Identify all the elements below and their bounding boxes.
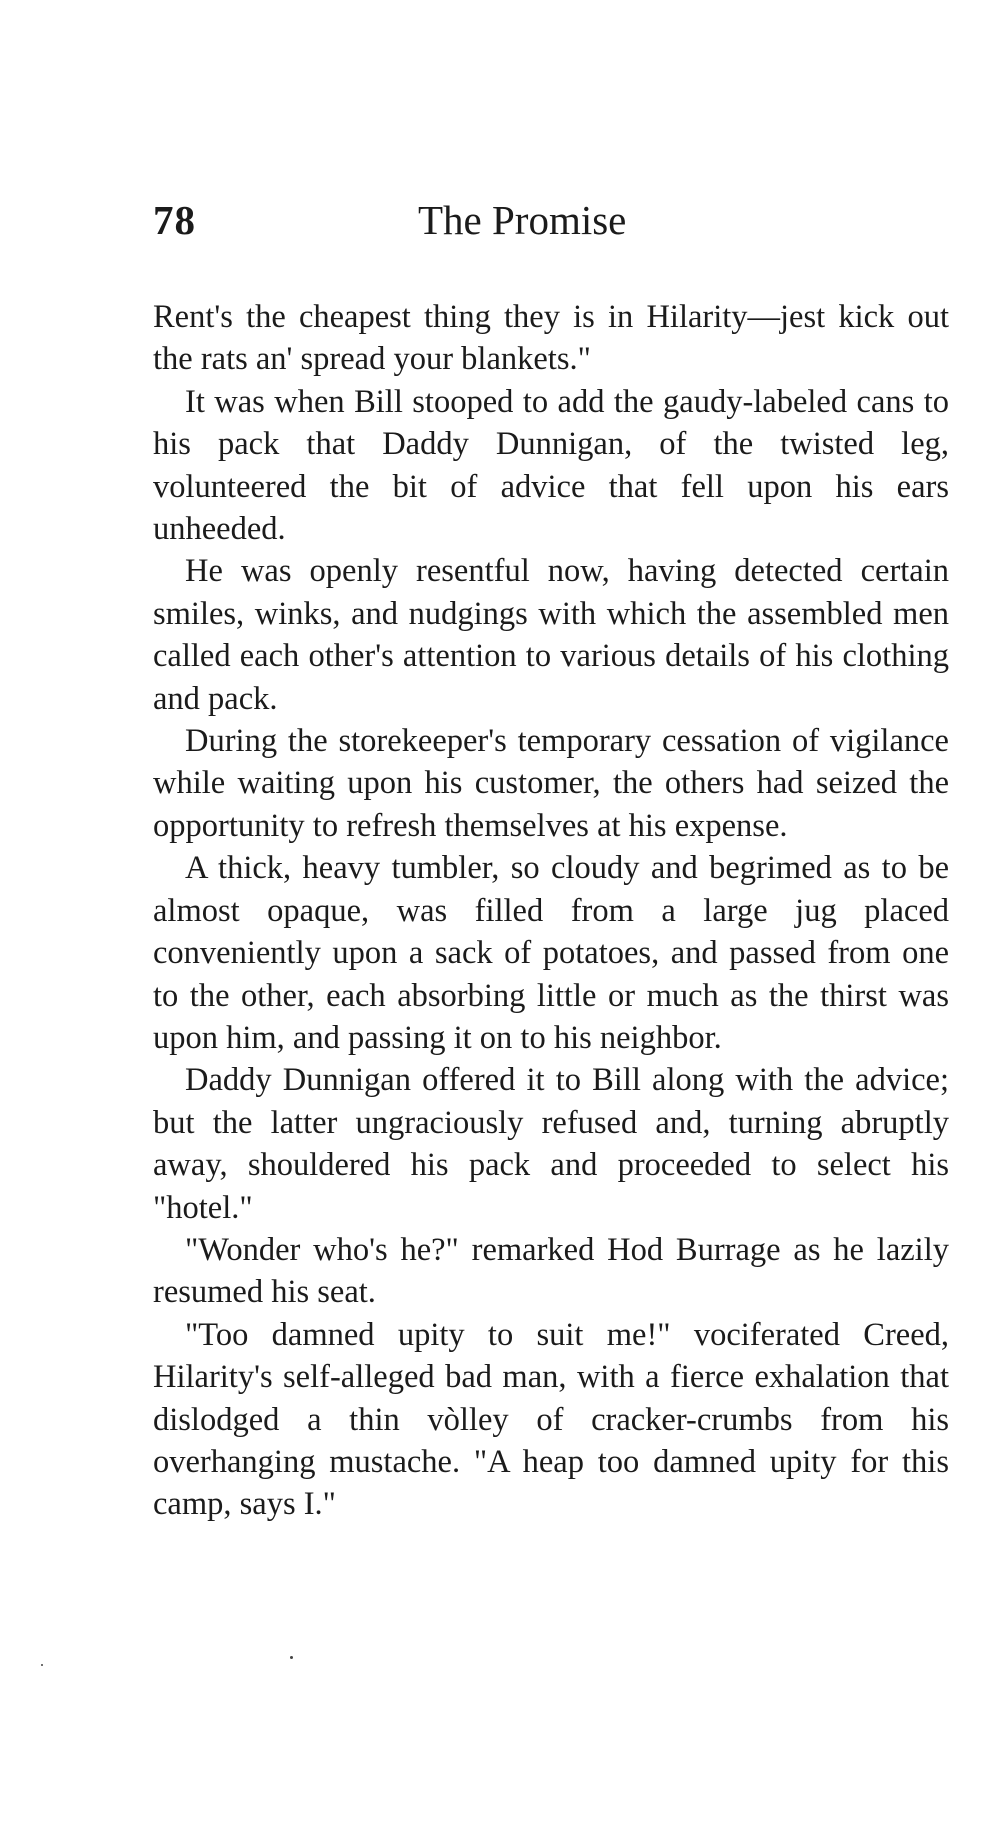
print-speck	[41, 1664, 43, 1666]
paragraph: A thick, heavy tumbler, so cloudy and begrimed as to be almost opaque, was filled from a large jug placed conveniently upon a sack of potatoes, and passed from one to the other, each absorbing little or much as the thirst was upon him, and passing it on to his neighbor.	[153, 850, 949, 1056]
paragraph: He was openly resentful now, having detected certain smiles, winks, and nudgings with which the assembled men called each other's attention to various details of his clothing and pack.	[153, 553, 949, 717]
running-head	[153, 196, 949, 250]
paragraph: Daddy Dunnigan offered it to Bill along with the advice; but the latter ungraciously refused and, turning abruptly away, shouldered his pack and proceeded to select his "hotel."	[153, 1062, 949, 1226]
running-title: The Promise	[418, 197, 627, 243]
page-number: 78	[153, 197, 196, 243]
print-speck	[290, 1656, 293, 1659]
body-text	[153, 296, 949, 1526]
paragraph: "Too damned upity to suit me!" vociferated Creed, Hilarity's self-alleged bad man, with a fierce exhalation that dislodged a thin vòlley of cracker-crumbs from his overhanging mustache. "A heap too damned upity for this camp, says I."	[153, 1316, 949, 1523]
paragraph: During the storekeeper's temporary cessation of vigilance while waiting upon his customer, the others had seized the opportunity to refresh themselves at his expense.	[153, 723, 949, 844]
paragraph: It was when Bill stooped to add the gaudy-labeled cans to his pack that Daddy Dunnigan, of the twisted leg, volunteered the bit of advice that fell upon his ears unheeded.	[153, 383, 949, 548]
paragraph: Rent's the cheapest thing they is in Hilarity—jest kick out the rats an' spread your blankets."	[153, 299, 949, 378]
paragraph: "Wonder who's he?" remarked Hod Burrage as he lazily resumed his seat.	[153, 1231, 949, 1311]
